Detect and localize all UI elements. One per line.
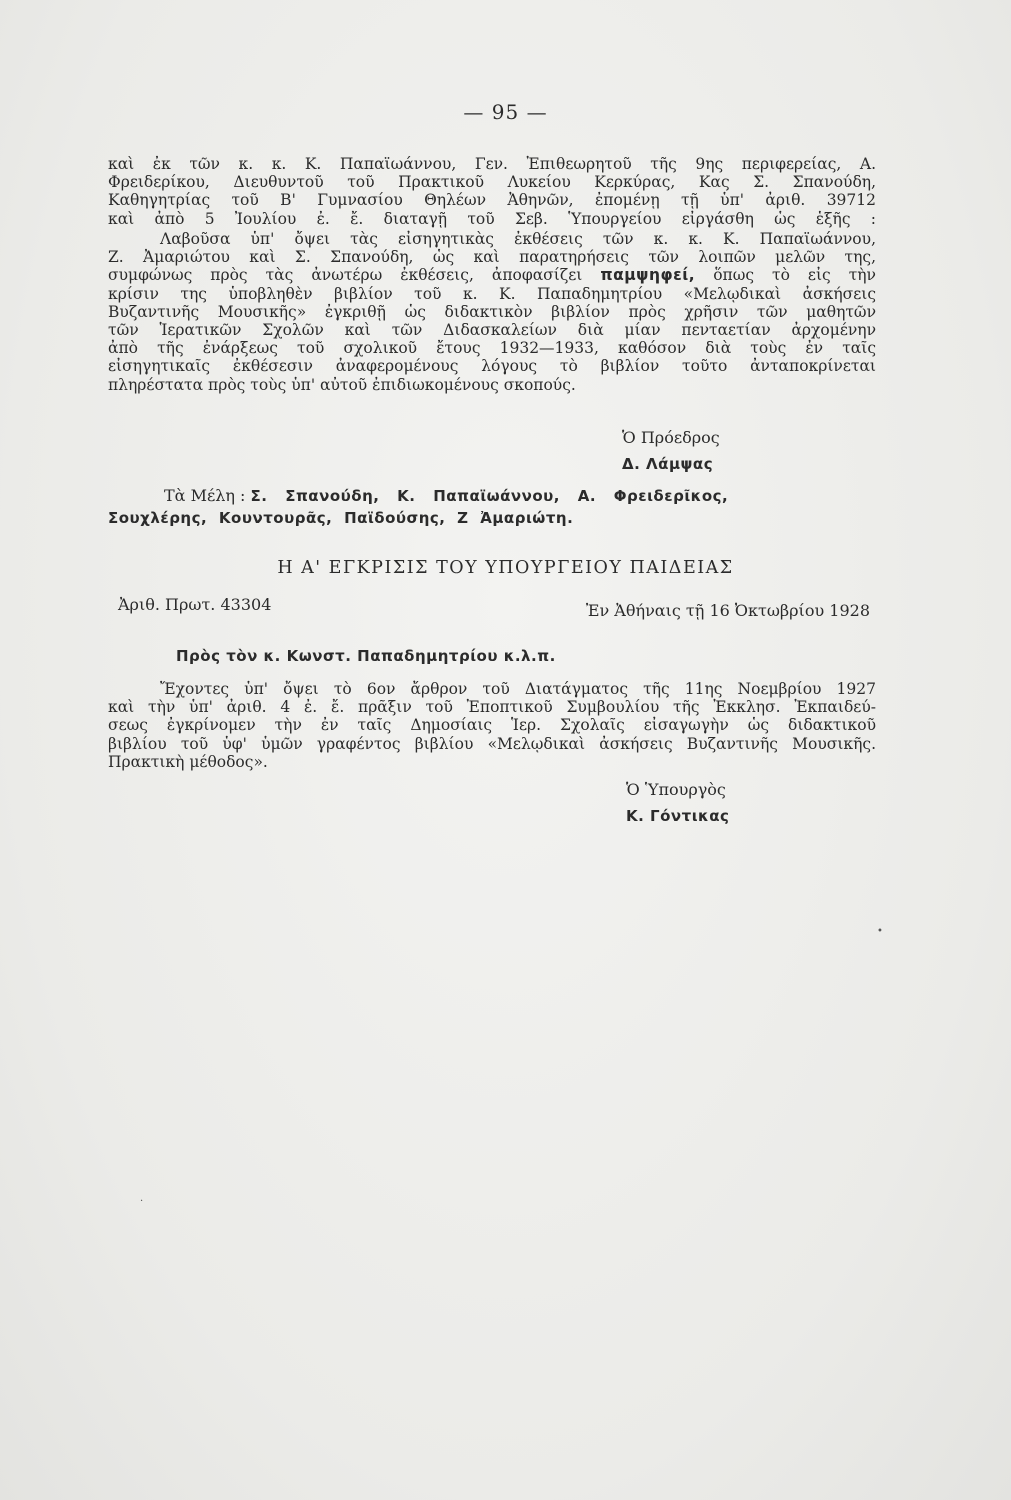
text-line: τῶν Ἱερατικῶν Σχολῶν καὶ τῶν Διδασκαλείων διὰ μίαν πενταετίαν ἀρχομένην [108,321,876,340]
text-line: Καθηγητρίας τοῦ Β' Γυμνασίου Θηλέων Ἀθηνῶν, ἐπομένῃ τῇ ὑπ' ἀριθ. 39712 [108,191,876,210]
text-line: Λαβοῦσα ὑπ' ὄψει τὰς εἰσηγητικὰς ἐκθέσεις τῶν κ. κ. Κ. Παπαϊωάννου, [160,230,876,248]
place-date: Ἐν Ἀθήναις τῇ 16 Ὀκτωβρίου 1928 [585,601,870,620]
text-line: ἀπὸ τῆς ἐνάρξεως τοῦ σχολικοῦ ἔτους 1932—1933, καθόσον διὰ τοὺς ἐν ταῖς [108,339,876,358]
members-names: Σ. Σπανούδη, Κ. Παπαϊωάννου, Α. Φρειδερῖκος, [250,487,729,505]
text-segment: συμφώνως πρὸς τὰς ἀνωτέρω ἐκθέσεις, ἀποφασίζει [108,266,583,285]
text-line: Βυζαντινῆς Μουσικῆς» ἐγκριθῇ ὡς διδακτικὸν βιβλίον πρὸς χρῆσιν τῶν μαθητῶν [108,302,876,321]
text-line: καὶ ἐκ τῶν κ. κ. Κ. Παπαϊωάννου, Γεν. Ἐπιθεωρητοῦ τῆς 9ης περιφερείας, Α. [108,155,876,173]
text-segment: ὅπως τὸ εἰς τὴν [713,266,876,285]
text-line: Πρακτικὴ μέθοδος». [108,752,268,771]
ink-speck: · [140,1196,144,1207]
section-heading: Η Α' ΕΓΚΡΙΣΙΣ ΤΟΥ ΥΠΟΥΡΓΕΙΟΥ ΠΑΙΔΕΙΑΣ [277,558,734,578]
president-signature [622,428,720,473]
emphasis-word: παμψηφεί, [600,266,696,285]
addressee: Πρὸς τὸν κ. Κωνστ. Παπαδημητρίου κ.λ.π. [176,647,556,665]
text-line: Φρειδερίκου, Διευθυντοῦ τοῦ Πρακτικοῦ Λυκείου Κερκύρας, Κας Σ. Σπανούδη, [108,173,876,192]
text-line: σεως ἐγκρίνομεν τὴν ἐν ταῖς Δημοσίαις Ἱερ. Σχολαῖς εἰσαγωγὴν ὡς διδακτικοῦ [108,716,876,735]
text-line: κρίσιν της ὑποβληθὲν βιβλίον τοῦ κ. Κ. Παπαδημητρίου «Μελῳδικαὶ ἀσκήσεις [108,284,876,303]
text-line: εἰσηγητικαῖς ἐκθέσεσιν ἀναφερομένους λόγους τὸ βιβλίον τοῦτο ἀνταποκρίνεται [108,357,876,376]
members-line: Σουχλέρης, Κουντουρᾶς, Παϊδούσης, Ζ Ἀμαριώτη. [108,509,574,527]
approval-paragraph [108,680,876,771]
president-title: Ὁ Πρόεδρος [622,428,720,447]
text-line: καὶ τὴν ὑπ' ἀριθ. 4 ἐ. ἔ. πρᾶξιν τοῦ Ἐποπτικοῦ Συμβουλίου τῆς Ἐκκλησ. Ἐκπαιδεύ- [108,698,876,717]
text-line: Ζ. Ἀμαριώτου καὶ Σ. Σπανούδη, ὡς καὶ παρατηρήσεις τῶν λοιπῶν μελῶν της, [108,248,876,267]
page-number: — 95 — [463,100,548,124]
text-line: βιβλίου τοῦ ὑφ' ὑμῶν γραφέντος βιβλίου «Μελῳδικαὶ ἀσκήσεις Βυζαντινῆς Μουσικῆς. [108,734,876,753]
president-name: Δ. Λάμψας [622,455,714,473]
minister-title: Ὁ Ὑπουργὸς [626,780,726,799]
text-line: πληρέστατα πρὸς τοὺς ὑπ' αὐτοῦ ἐπιδιωκομένους σκοπούς. [108,375,576,394]
decision-paragraph [108,230,876,394]
protocol-number: Ἀριθ. Πρωτ. 43304 [118,595,272,614]
members-line [108,485,874,507]
text-line-with-emphasis [108,266,876,284]
text-line: καὶ ἀπὸ 5 Ἰουλίου ἐ. ἔ. διαταγῇ τοῦ Σεβ. Ὑπουργείου εἰργάσθη ὡς ἑξῆς : [108,209,876,228]
text-line: Ἔχοντες ὑπ' ὄψει τὸ 6ον ἄρθρον τοῦ Διατάγματος τῆς 11ης Νοεμβρίου 1927 [160,680,876,698]
minister-name: Κ. Γόντικας [626,807,730,825]
minister-signature [626,780,729,825]
intro-paragraph [108,155,876,228]
members-label: Τὰ Μέλη : [164,486,246,505]
committee-members [108,485,874,529]
ink-speck: • [877,926,883,937]
